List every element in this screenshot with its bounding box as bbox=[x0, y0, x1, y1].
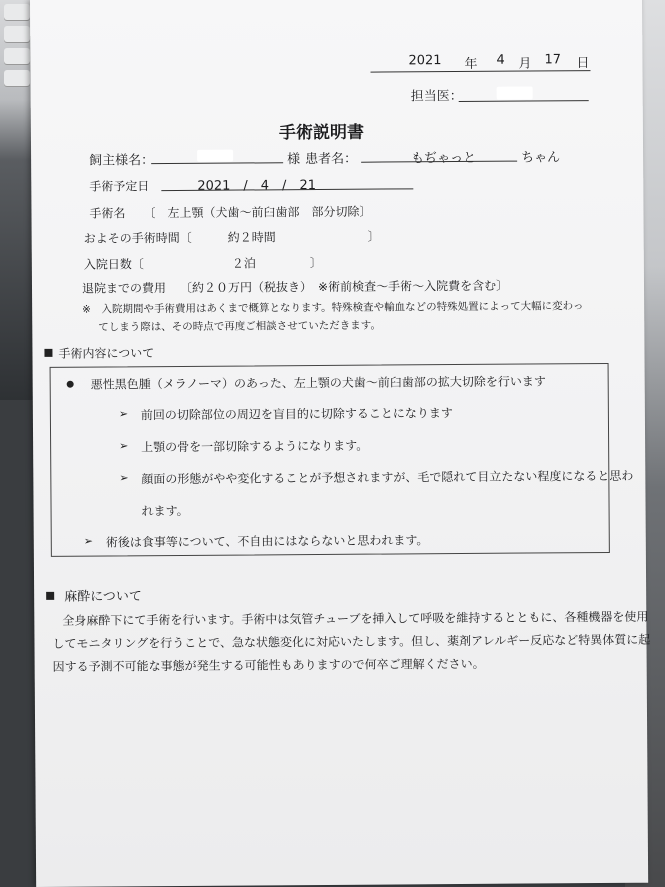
redaction-owner bbox=[197, 150, 233, 162]
anesthesia-line-1: 全身麻酔下にて手術を行います。手術中は気管チューブを挿入して呼吸を維持するとともに、各種機器を使用 bbox=[62, 609, 649, 628]
surgery-sub-item-1: 前回の切除部位の周辺を盲目的に切除することになります bbox=[140, 406, 453, 423]
anesthesia-section-heading: 麻酔について bbox=[64, 589, 142, 605]
keyboard-key bbox=[4, 4, 30, 20]
doctor-label: 担当医： bbox=[410, 88, 463, 105]
arrow-bullet-icon: ➢ bbox=[119, 471, 129, 485]
surgery-sub-item-2: 上顎の骨を一部切除するようになります。 bbox=[141, 438, 369, 455]
duration-close: 〕 bbox=[367, 229, 380, 244]
bullet-icon bbox=[67, 381, 74, 388]
cost-value: 〔約２０万円（税抜き） ※術前検査～手術～入院費を含む〕 bbox=[179, 278, 509, 295]
surgery-name: 〔 左上顎（犬歯～前臼歯部 部分切除〕 bbox=[143, 204, 372, 221]
section-marker-icon bbox=[44, 349, 52, 357]
document-title: 手術説明書 bbox=[278, 122, 365, 144]
stay-label: 入院日数〔 bbox=[83, 257, 144, 272]
surgery-sub-item-4: 術後は食事等について、不自由にはならないと思われます。 bbox=[105, 533, 429, 550]
arrow-bullet-icon: ➢ bbox=[119, 439, 129, 453]
duration-label: およその手術時間〔 bbox=[83, 230, 192, 246]
patient-label: 患者名： bbox=[305, 151, 358, 168]
surgery-sub-item-3-line-2: れます。 bbox=[141, 503, 189, 519]
surgery-section-heading: 手術内容について bbox=[58, 346, 155, 361]
keyboard-key bbox=[4, 26, 30, 42]
anesthesia-line-3: 因する予測不可能な事態が発生する可能性もありますので何卒ご理解ください。 bbox=[52, 656, 485, 674]
surgery-name-label: 手術名 bbox=[89, 206, 126, 221]
patient-name: もぢゃっと bbox=[411, 150, 477, 167]
date-month-unit: 月 bbox=[518, 56, 532, 72]
section-marker-icon bbox=[46, 592, 54, 600]
surgery-sub-item-3-line-1: 顔面の形態がやや変化することが予想されますが、毛で隠れて目立たない程度になると思わ bbox=[141, 468, 634, 487]
doctor-underline bbox=[459, 100, 589, 102]
owner-suffix: 様 bbox=[287, 152, 301, 168]
surgery-main-item: 悪性黒色腫（メラノーマ）のあった、左上顎の犬歯～前臼歯部の拡大切除を行います bbox=[90, 374, 546, 392]
arrow-bullet-icon: ➢ bbox=[83, 534, 94, 548]
arrow-bullet-icon: ➢ bbox=[118, 407, 129, 421]
keyboard-key bbox=[4, 48, 30, 64]
date-day-unit: 日 bbox=[576, 56, 590, 72]
date-year: 2021 bbox=[408, 53, 442, 69]
cost-label: 退院までの費用 bbox=[81, 281, 167, 296]
keyboard-key bbox=[4, 70, 30, 86]
date-underline bbox=[371, 70, 591, 73]
owner-underline bbox=[151, 162, 283, 164]
anesthesia-line-2: してモニタリングを行うことで、急な状態変化に対応いたします。但し、薬剤アレルギー反応など特異体質に起 bbox=[52, 632, 651, 651]
owner-label: 飼主様名： bbox=[89, 153, 155, 169]
document-sheet bbox=[30, 0, 651, 887]
note-line-1: ※ 入院期間や手術費用はあくまで概算となります。特殊検査や輸血などの特殊処置によって大幅に変わっ bbox=[82, 300, 584, 316]
surgery-date: 2021 / 4 / 21 bbox=[197, 178, 317, 194]
date-day: 17 bbox=[544, 52, 562, 68]
date-month: 4 bbox=[496, 52, 505, 68]
surgery-date-label: 手術予定日 bbox=[89, 179, 150, 194]
stay-close: 〕 bbox=[309, 255, 322, 271]
duration-value: 約２時間 bbox=[227, 230, 276, 245]
stay-value: ２泊 bbox=[231, 256, 256, 271]
redaction-doctor bbox=[497, 86, 533, 99]
note-line-2: てしまう際は、その時点で再度ご相談させていただきます。 bbox=[98, 319, 381, 334]
date-year-unit: 年 bbox=[464, 56, 478, 72]
patient-suffix: ちゃん bbox=[521, 150, 561, 166]
